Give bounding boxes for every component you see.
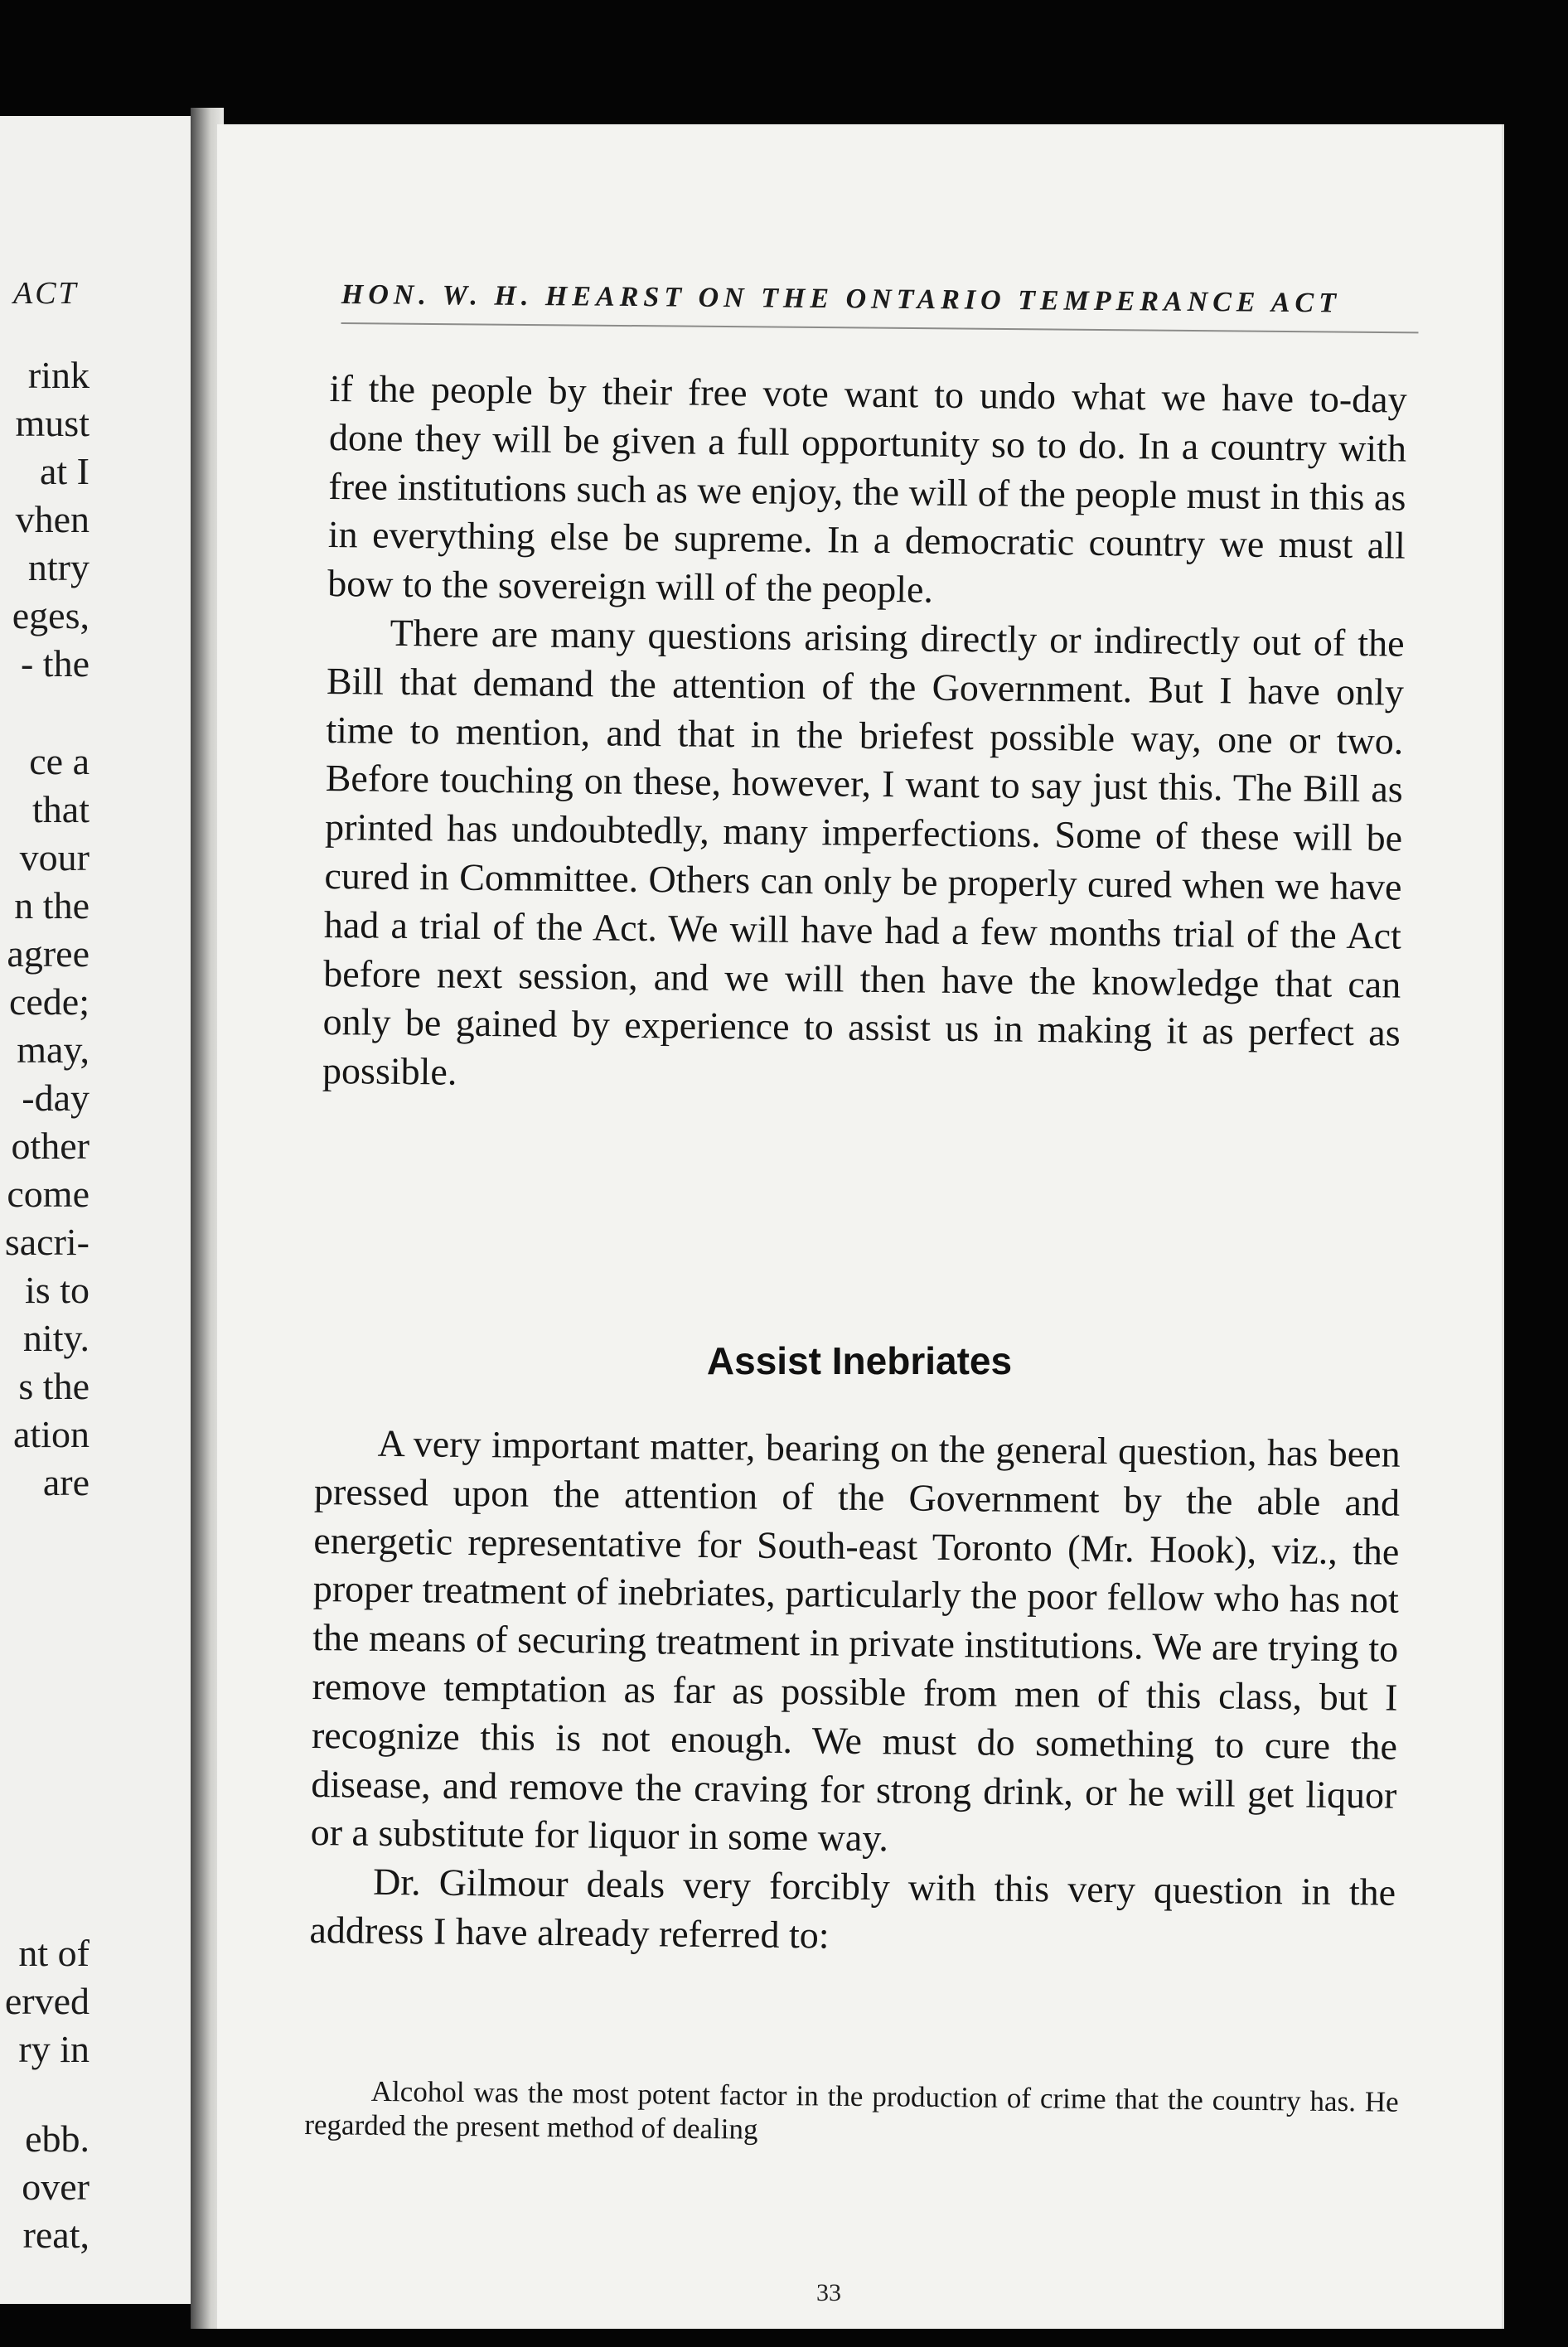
left-line-fragment: eges, bbox=[12, 594, 90, 636]
block-quote bbox=[304, 2074, 1399, 2153]
left-line-fragment: must bbox=[15, 402, 90, 444]
left-line-fragment: may, bbox=[17, 1028, 90, 1071]
left-page bbox=[0, 116, 197, 2304]
left-line-fragment: n the bbox=[14, 884, 90, 927]
left-line-fragment: vhen bbox=[15, 498, 90, 540]
left-line-fragment: is to bbox=[25, 1269, 90, 1311]
right-page bbox=[217, 124, 1504, 2329]
left-line-fragment: vour bbox=[19, 836, 90, 878]
left-line-fragment: ntry bbox=[27, 546, 90, 588]
section-heading: Assist Inebriates bbox=[706, 1339, 1013, 1382]
left-line-fragment: erved bbox=[4, 1980, 90, 2022]
left-line-fragment: are bbox=[42, 1461, 90, 1503]
left-line-fragment: rink bbox=[27, 354, 90, 396]
left-line-fragment: reat, bbox=[22, 2214, 90, 2256]
left-running-head: ACT bbox=[13, 276, 79, 311]
left-line-fragment: ry in bbox=[18, 2028, 90, 2070]
left-line-fragment: agree bbox=[7, 932, 90, 975]
left-line-fragment: cede; bbox=[8, 980, 90, 1023]
left-line-fragment: ebb. bbox=[25, 2117, 90, 2160]
paragraph: A very important matter, bearing on the general question, has been pressed upon the attention of the Government by the able and energetic representative for South-east Toronto (Mr. Hook), viz., the proper treatment of inebriates, particularly the poor fellow who has not the means of securing treatment in private institutions. We are trying to remove temptation as far as possible from men of this class, but I recognize this is not enough. We must do something to cure the disease, and remove the craving for strong drink, or he will get liquor or a substitute for liquor in some way. bbox=[310, 1421, 1401, 1860]
body-text bbox=[322, 365, 1407, 1107]
running-head: HON. W. H. HEARST ON THE ONTARIO TEMPERANCE ACT bbox=[341, 279, 1419, 333]
left-line-fragment: ce a bbox=[29, 740, 90, 782]
left-line-fragment: s the bbox=[18, 1365, 90, 1407]
left-line-fragment: -day bbox=[22, 1077, 90, 1119]
paragraph: if the people by their free vote want to undo what we have to-day done they will be given a full opportunity so to do. In a country with free institutions such as we enjoy, the will of the people must in this as in everything else be supreme. In a democratic country we must all bow to the sovereign will of the people. bbox=[327, 366, 1407, 611]
left-line-fragment: at I bbox=[39, 450, 90, 492]
left-line-fragment: sacri- bbox=[4, 1221, 90, 1263]
left-line-fragment: that bbox=[32, 788, 90, 830]
page-number: 33 bbox=[816, 2279, 841, 2306]
left-line-fragment: nity. bbox=[22, 1317, 90, 1359]
paragraph: Dr. Gilmour deals very forcibly with this very question in the address I have already referred to: bbox=[309, 1860, 1396, 1957]
quote-text: Alcohol was the most potent factor in the production of crime that the country has. He regarded the present method of dealing bbox=[304, 2074, 1399, 2146]
left-line-fragment: - the bbox=[20, 642, 90, 685]
paragraph: There are many questions arising directly or indirectly out of the Bill that demand the attention of the Government. But I have only time to mention, and that in the briefest possible way, one or two. Before touching on these, however, I want to say just this. The Bill as printed has undoubtedly, many imperfections. Some of these will be cured in Committee. Others can only be properly cured when we have had a trial of the Act. We will have had a few months trial of the Act before next session, and we will then have the knowledge that can only be gained by experience to assist us in making it as perfect as possible. bbox=[322, 611, 1405, 1093]
left-line-fragment: ation bbox=[13, 1413, 90, 1455]
section-body-text bbox=[309, 1419, 1401, 1966]
left-line-fragment: other bbox=[11, 1125, 90, 1167]
left-line-fragment: come bbox=[7, 1173, 90, 1215]
left-line-fragment: over bbox=[22, 2166, 90, 2208]
left-line-fragment: nt of bbox=[18, 1932, 90, 1974]
